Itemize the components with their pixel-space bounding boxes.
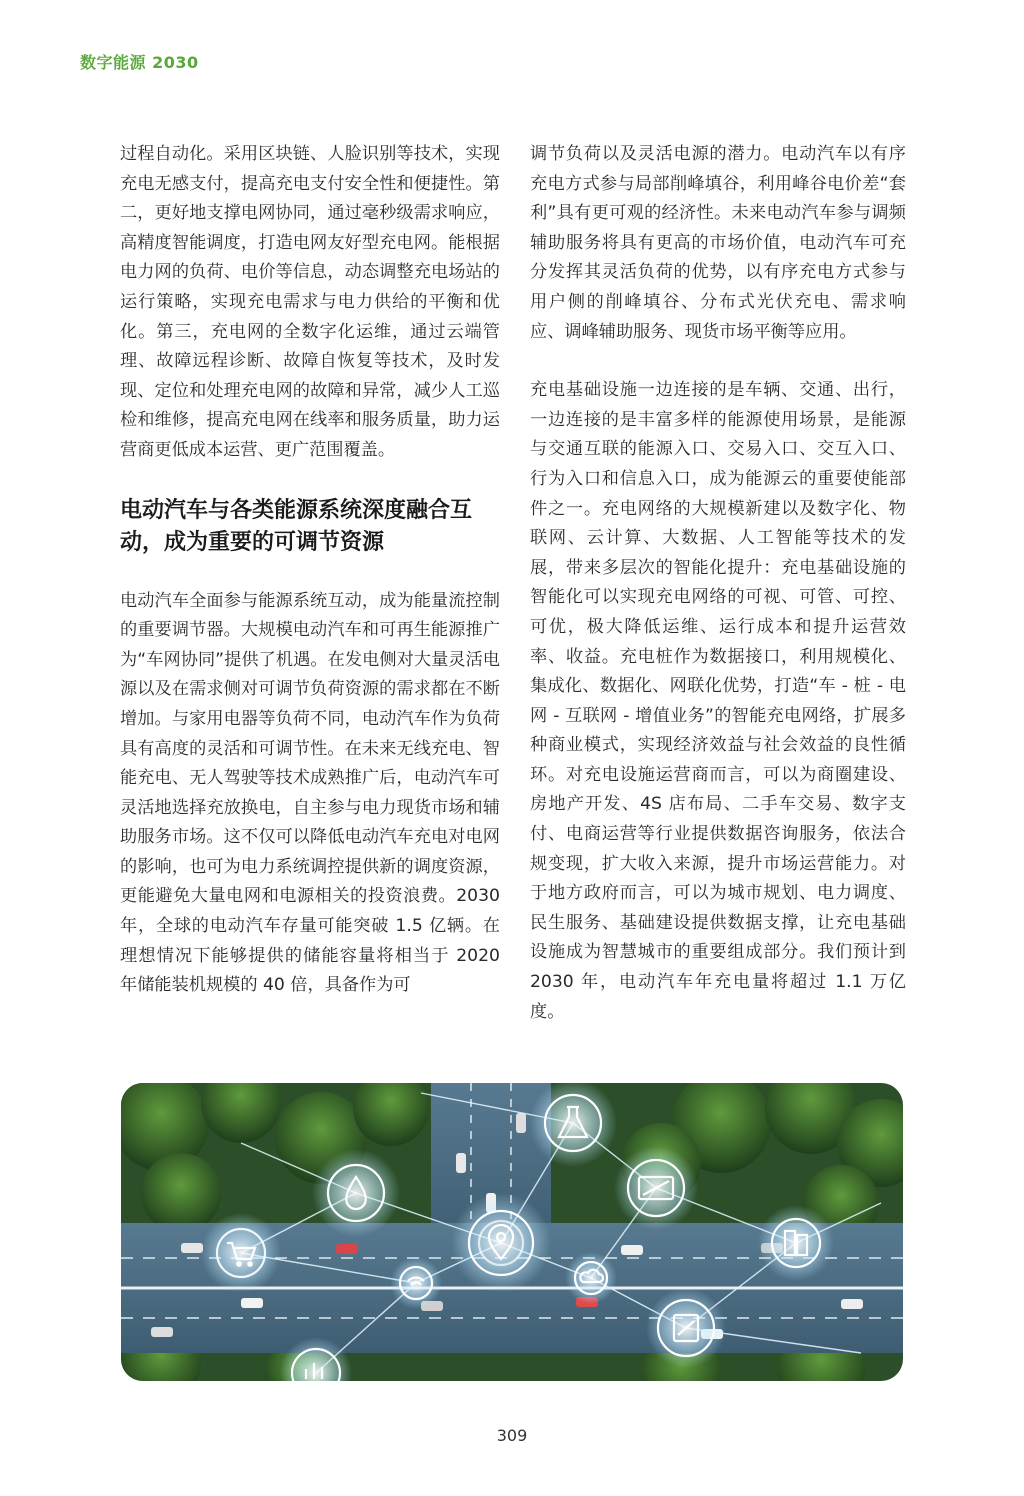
running-header: 数字能源 2030 — [80, 53, 199, 72]
left-column — [120, 140, 500, 1001]
hero-image — [121, 1083, 903, 1381]
page-number: 309 — [496, 1426, 528, 1445]
left-paragraph-2: 电动汽车全面参与能源系统互动，成为能量流控制的重要调节器。大规模电动汽车和可再生能源推广为“车网协同”提供了机遇。在发电侧对大量灵活电源以及在需求侧对可调节负荷资源的需求都在不断增加。与家用电器等负荷不同，电动汽车作为负荷具有高度的灵活和可调节性。在未来无线充电、智能充电、无人驾驶等技术成熟推广后，电动汽车可灵活地选择充放换电，自主参与电力现货市场和辅助服务市场。这不仅可以降低电动汽车充电对电网的影响，也可为电力系统调控提供新的调度资源，更能避免大量电网和电源相关的投资浪费。2030 年，全球的电动汽车存量可能突破 1.5 亿辆。在理想情况下能够提供的储能容量将相当于 2020 年储能装机规模的 40 倍，具备作为可 — [120, 590, 500, 996]
right-column — [530, 140, 906, 1027]
left-paragraph-1: 过程自动化。采用区块链、人脸识别等技术，实现充电无感支付，提高充电支付安全性和便捷性。第二，更好地支撑电网协同，通过毫秒级需求响应，高精度智能调度，打造电网友好型充电网。能根据电力网的负荷、电价等信息，动态调整充电场站的运行策略，实现充电需求与电力供给的平衡和优化。第三，充电网的全数字化运维，通过云端管理、故障远程诊断、故障自恢复等技术，及时发现、定位和处理充电网的故障和异常，减少人工巡检和维修，提高充电网在线率和服务质量，助力运营商更低成本运营、更广范围覆盖。 — [120, 144, 500, 460]
right-paragraph-2: 充电基础设施一边连接的是车辆、交通、出行，一边连接的是丰富多样的能源使用场景，是能源与交通互联的能源入口、交易入口、交互入口、行为入口和信息入口，成为能源云的重要使能部件之一。充电网络的大规模新建以及数字化、物联网、云计算、大数据、人工智能等技术的发展，带来多层次的智能化提升：充电基础设施的智能化可以实现充电网络的可视、可管、可控、可优，极大降低运维、运行成本和提升运营效率、收益。充电桩作为数据接口，利用规模化、集成化、数据化、网联化优势，打造“车 - 桩 - 电网 - 互联网 - 增值业务”的智能充电网络，扩展多种商业模式，实现经济效益与社会效益的良性循环。对充电设施运营商而言，可以为商圈建设、房地产开发、4S 店布局、二手车交易、数字支付、电商运营等行业提供数据咨询服务，依法合规变现，扩大收入来源，提升市场运营能力。对于地方政府而言，可以为城市规划、电力调度、民生服务、基础建设提供数据支撑，让充电基础设施成为智慧城市的重要组成部分。我们预计到 2030 年，电动汽车年充电量将超过 1.1 万亿度。 — [530, 380, 906, 1022]
section-heading: 电动汽车与各类能源系统深度融合互动，成为重要的可调节资源 — [120, 497, 473, 555]
right-paragraph-1: 调节负荷以及灵活电源的潜力。电动汽车以有序充电方式参与局部削峰填谷，利用峰谷电价差“套利”具有更可观的经济性。未来电动汽车参与调频辅助服务将具有更高的市场价值，电动汽车可充分发挥其灵活负荷的优势，以有序充电方式参与用户侧的削峰填谷、分布式光伏充电、需求响应、调峰辅助服务、现货市场平衡等应用。 — [530, 144, 906, 342]
